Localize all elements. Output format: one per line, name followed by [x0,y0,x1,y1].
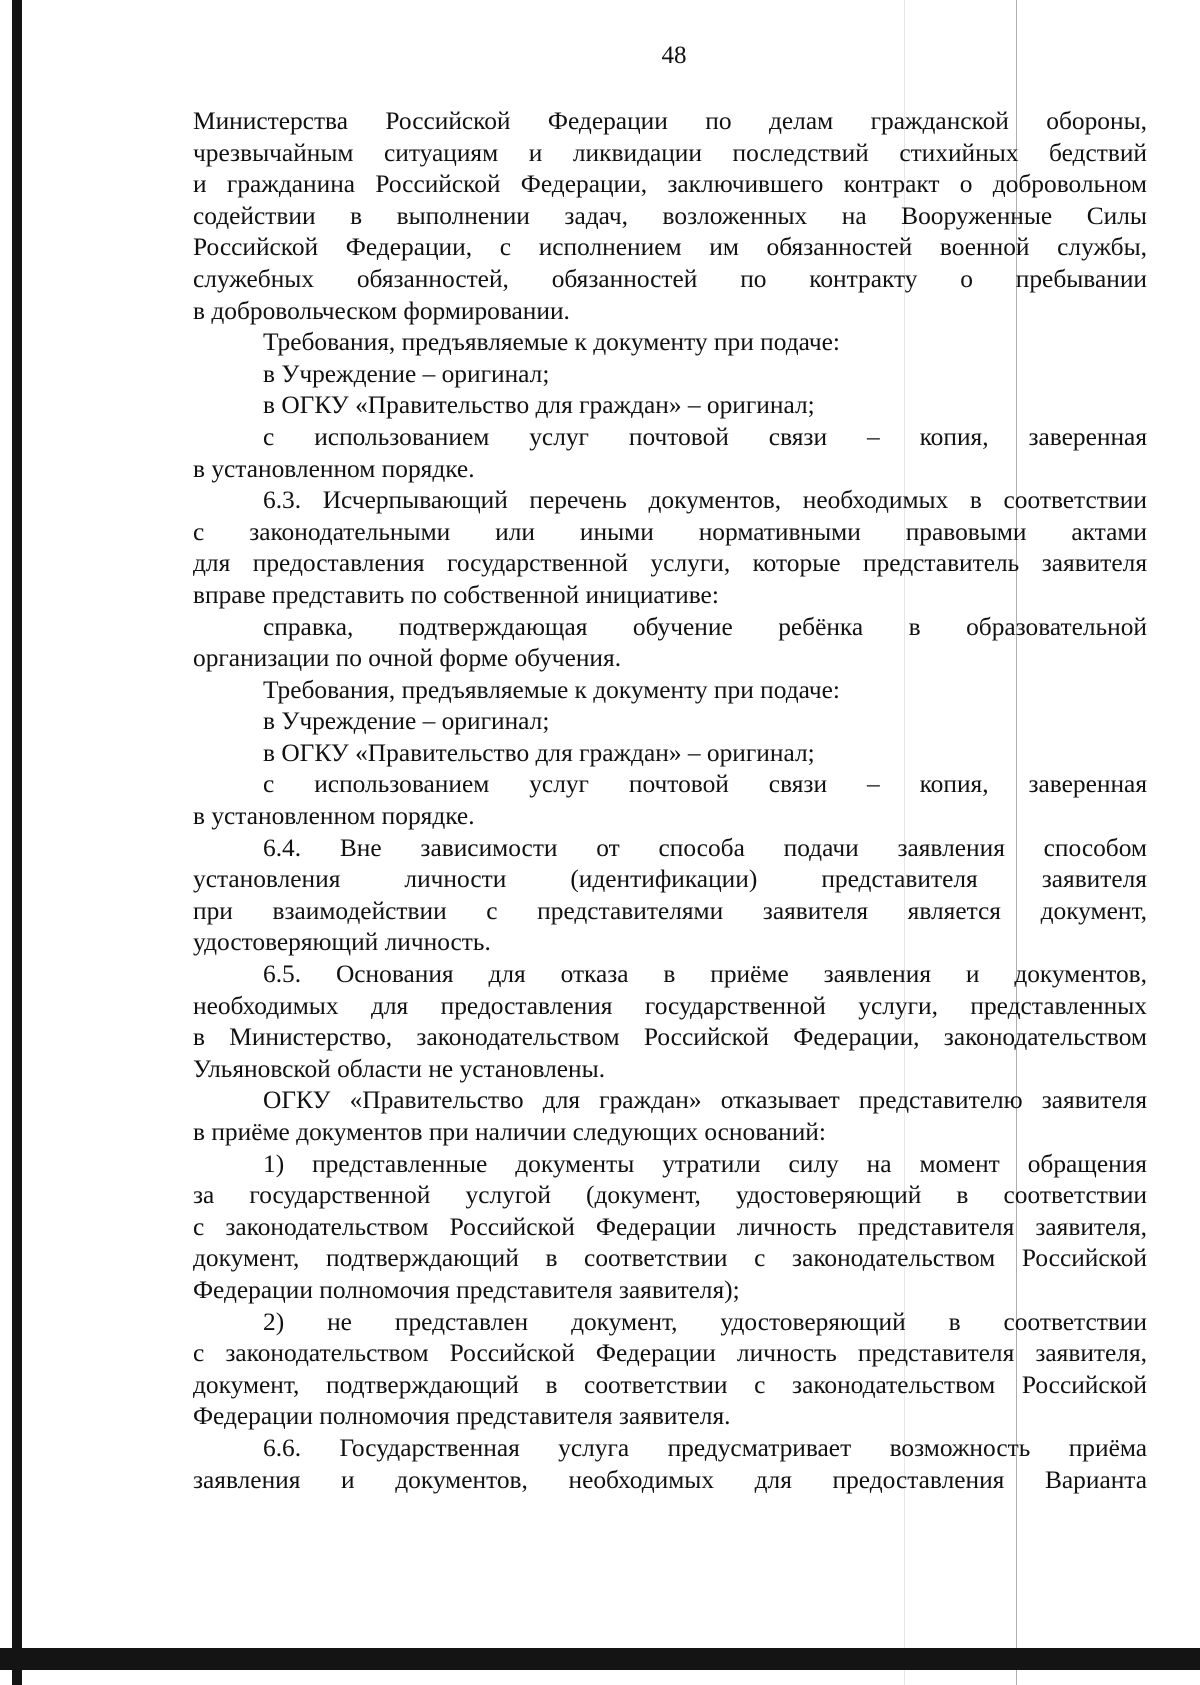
text-line: ОГКУ «Правительство для граждан» отказывает представителю заявителя [263,1086,1147,1115]
text-line: за государственной услугой (документ, удостоверяющий в соответствии [193,1181,1147,1210]
text-line: 6.6. Государственная услуга предусматривает возможность приёма [263,1433,1147,1462]
text-line: с законодательными или иными нормативными правовыми актами [193,517,1147,546]
text-line: установления личности (идентификации) представителя заявителя [193,865,1147,894]
text-line: 6.5. Основания для отказа в приёме заявления и документов, [263,960,1147,989]
page-number: 48 [661,42,687,69]
text-line: документ, подтверждающий в соответствии с законодательством Российской [193,1244,1147,1273]
scan-edge-left [12,0,22,1685]
text-line: Требования, предъявляемые к документу при подаче: [263,328,840,357]
text-line: 1) представленные документы утратили силу на момент обращения [263,1149,1147,1178]
text-line: 6.4. Вне зависимости от способа подачи заявления способом [263,833,1147,862]
text-line: вправе представить по собственной инициативе: [193,580,719,609]
text-line: в установленном порядке. [193,802,475,831]
scan-edge-bottom [0,1648,1200,1670]
text-line: в установленном порядке. [193,454,475,483]
text-line: Министерства Российской Федерации по делам гражданской обороны, [193,107,1147,135]
text-line: с использованием услуг почтовой связи – копия, заверенная [263,422,1147,451]
text-line: для предоставления государственной услуги, которые представитель заявителя [193,549,1147,578]
text-line: при взаимодействии с представителями заявителя является документ, [193,896,1147,925]
text-line: Требования, предъявляемые к документу при подаче: [263,675,840,704]
text-line: содействии в выполнении задач, возложенных на Вооруженные Силы [193,201,1147,230]
text-line: в приёме документов при наличии следующих оснований: [193,1118,826,1146]
text-line: в ОГКУ «Правительство для граждан» – оригинал; [263,391,815,420]
text-line: и гражданина Российской Федерации, заключившего контракт о добровольном [193,170,1147,199]
text-line: служебных обязанностей, обязанностей по контракту о пребывании [193,264,1147,293]
text-line: удостоверяющий личность. [193,928,491,957]
document-body [193,106,1147,1496]
text-line: в добровольческом формировании. [193,296,570,325]
text-line: 6.3. Исчерпывающий перечень документов, необходимых в соответствии [263,486,1147,515]
text-line: справка, подтверждающая обучение ребёнка в образовательной [263,612,1147,641]
text-line: чрезвычайным ситуациям и ликвидации последствий стихийных бедствий [193,138,1147,167]
text-line: в ОГКУ «Правительство для граждан» – оригинал; [263,738,815,767]
text-line: в Министерство, законодательством Российской Федерации, законодательством [193,1023,1147,1052]
text-line: заявления и документов, необходимых для предоставления Варианта [193,1465,1147,1494]
text-line: Ульяновской области не установлены. [193,1054,606,1083]
text-line: с использованием услуг почтовой связи – копия, заверенная [263,770,1147,799]
text-line: организации по очной форме обучения. [193,644,622,673]
text-line: в Учреждение – оригинал; [263,359,550,388]
text-line: Российской Федерации, с исполнением им обязанностей военной службы, [193,233,1147,262]
text-line: 2) не представлен документ, удостоверяющий в соответствии [263,1307,1147,1336]
text-line: документ, подтверждающий в соответствии с законодательством Российской [193,1370,1147,1399]
text-line: с законодательством Российской Федерации личность представителя заявителя, [193,1212,1147,1241]
text-line: Федерации полномочия представителя заявителя. [193,1402,731,1431]
text-line: необходимых для предоставления государственной услуги, представленных [193,991,1147,1020]
text-line: с законодательством Российской Федерации личность представителя заявителя, [193,1339,1147,1368]
text-line: в Учреждение – оригинал; [263,707,550,736]
text-line: Федерации полномочия представителя заявителя); [193,1275,740,1304]
